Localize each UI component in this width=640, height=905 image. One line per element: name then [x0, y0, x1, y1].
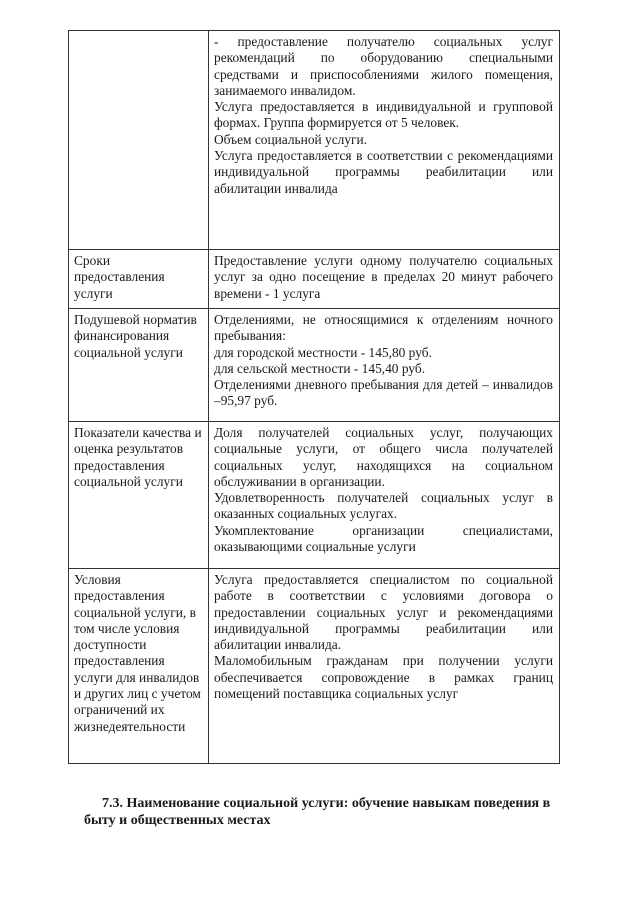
content-paragraph: Удовлетворенность получателей социальных услуг в оказанных социальных услугах. — [214, 490, 553, 522]
content-paragraph: Предоставление услуги одному получателю социальных услуг за одно посещение в пределах 20 минут рабочего времени - 1 услуга — [214, 253, 553, 301]
content-paragraph: Маломобильным гражданам при получении услуги обеспечивается сопровождение в рамках границ помещений поставщика социальных услуг — [214, 653, 553, 702]
content-paragraph: Укомплектование организации специалистами, оказывающими социальные услуги — [214, 522, 553, 555]
content-paragraph: Услуга предоставляется в индивидуальной и групповой формах. Группа формируется от 5 человек. — [214, 99, 553, 131]
row-label: Условия предоставления социальной услуги, в том числе условия доступности предоставления услуги для инвалидов и других лиц с учетом ограничений их жизнедеятельности — [69, 569, 209, 764]
table-row — [69, 250, 560, 309]
content-paragraph: Услуга предоставляется в соответствии с рекомендациями индивидуальной программы реабилитации или абилитации инвалида — [214, 148, 553, 196]
row-label: Сроки предоставления услуги — [69, 250, 209, 309]
content-paragraph: Услуга предоставляется специалистом по социальной работе в соответствии с условиями договора о предоставлении социальных услуг и рекомендациями индивидуальной программы реабилитации или абилитации инвалида. — [214, 572, 553, 653]
content-paragraph: Отделениями дневного пребывания для детей – инвалидов –95,97 руб. — [214, 377, 553, 409]
section-heading: 7.3. Наименование социальной услуги: обучение навыкам поведения в быту и общественных местах — [84, 796, 551, 828]
row-content — [209, 422, 560, 569]
table-row — [69, 31, 560, 250]
row-content — [209, 309, 560, 422]
row-content — [209, 31, 560, 250]
table-row — [69, 422, 560, 569]
row-label: Показатели качества и оценка результатов предоставления социальной услуги — [69, 422, 209, 569]
content-paragraph: Отделениями, не относящимися к отделениям ночного пребывания: — [214, 312, 553, 344]
content-paragraph: для сельской местности - 145,40 руб. — [214, 360, 426, 376]
table-row — [69, 309, 560, 422]
content-paragraph: - предоставление получателю социальных услуг рекомендаций по оборудованию специальными средствами и приспособлениями жилого помещения, занимаемого инвалидом. — [214, 34, 553, 98]
content-paragraph: Доля получателей социальных услуг, получающих социальные услуги, от общего числа получателей социальных услуг, находящихся на социальном обслуживании в организации. — [214, 425, 553, 489]
row-content — [209, 569, 560, 764]
row-content — [209, 250, 560, 309]
service-description-table — [68, 30, 560, 764]
content-paragraph: Объем социальной услуги. — [214, 131, 368, 147]
row-label — [69, 31, 209, 250]
content-paragraph: для городской местности - 145,80 руб. — [214, 344, 432, 360]
table-row — [69, 569, 560, 764]
row-label: Подушевой норматив финансирования социальной услуги — [69, 309, 209, 422]
